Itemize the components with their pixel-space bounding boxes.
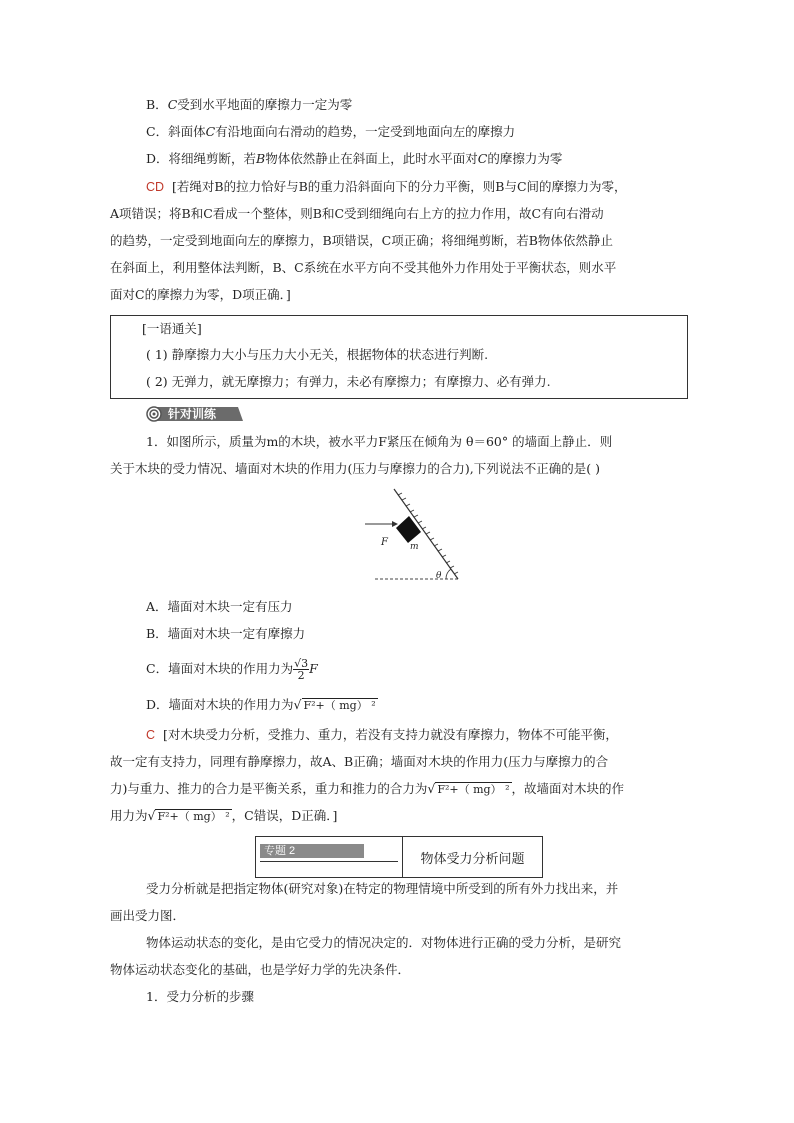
force-label: F (381, 537, 388, 548)
q1-option-d: D．墙面对木块的作用力为√ F²+（ mg） ² (146, 696, 378, 715)
option-c-prev: C．斜面体C有沿地面向右滑动的趋势，一定受到地面向左的摩擦力 (146, 124, 516, 139)
fraction: $\frac{√3}{2}$ (294, 657, 309, 682)
body-p2-line-2: 物体运动状态变化的基础，也是学好力学的先决条件． (110, 962, 411, 977)
answer-key: C (146, 728, 156, 742)
answer-1-line-4: 在斜面上，利用整体法判断，B、C系统在水平方向不受其他外力作用处于平衡状态，则水平 (110, 260, 617, 275)
section-badge (146, 406, 244, 422)
answer-1-line-3: 的趋势，一定受到地面向左的摩擦力，B项错误，C项正确；将细绳剪断，若B物体依然静止 (110, 233, 613, 248)
answer-2-line-1: C [对木块受力分析，受推力、重力，若没有支持力就没有摩擦力，物体不可能平衡， (146, 727, 618, 742)
answer-key: CD (146, 180, 165, 194)
q1-option-c: C．墙面对木块的作用力为 $\frac{√3}{2}$ F (146, 657, 318, 682)
question-1-line-2: 关于木块的受力情况、墙面对木块的作用力(压力与摩擦力的合力),下列说法不正确的是( ) (110, 461, 600, 476)
sqrt-expression: √ F²+（ mg） ² (293, 697, 376, 712)
question-1-line-1: 1．如图所示，质量为m的木块，被水平力F紧压在倾角为 θ＝60° 的墙面上静止．则 (146, 434, 613, 449)
section-badge-label: 针对训练 (168, 407, 217, 421)
body-p2-line-1: 物体运动状态的变化，是由它受力的情况决定的．对物体进行正确的受力分析，是研究 (146, 935, 622, 950)
summary-item-2: ( 2) 无弹力，就无摩擦力；有弹力，未必有摩擦力；有摩擦力、必有弹力. (146, 374, 551, 389)
option-d-prev: D．将细绳剪断，若B物体依然静止在斜面上，此时水平面对C的摩擦力为零 (146, 151, 563, 166)
answer-2-line-4: 用力为√ F²+（ mg） ² ，C错误，D正确．] (110, 808, 338, 823)
incline-figure (360, 484, 470, 584)
body-p3: 1．受力分析的步骤 (146, 989, 254, 1004)
body-p1-line-1: 受力分析就是把指定物体(研究对象)在特定的物理情境中所受到的所有外力找出来，并 (146, 881, 619, 896)
answer-1-line-5: 面对C的摩擦力为零，D项正确．] (110, 287, 291, 302)
summary-title: [一语通关] (142, 321, 202, 336)
angle-label: θ (436, 571, 442, 581)
topic-tag: 专题 2 (260, 844, 364, 858)
topic-title: 物体受力分析问题 (420, 851, 525, 867)
answer-1-line-2: A项错误；将B和C看成一个整体，则B和C受到细绳向右上方的拉力作用，故C有向右滑动 (110, 206, 604, 221)
summary-item-1: ( 1) 静摩擦力大小与压力大小无关，根据物体的状态进行判断. (146, 347, 489, 362)
answer-2-line-2: 故一定有支持力，同理有静摩擦力，故A、B正确；墙面对木块的作用力(压力与摩擦力的合 (110, 754, 609, 769)
body-p1-line-2: 画出受力图． (110, 908, 186, 923)
q1-option-b: B．墙面对木块一定有摩擦力 (146, 626, 306, 641)
q1-option-a: A．墙面对木块一定有压力 (146, 599, 293, 614)
mass-label: m (410, 542, 419, 552)
answer-1-line-1: CD [若绳对B的拉力恰好与B的重力沿斜面向下的分力平衡，则B与C间的摩擦力为零， (146, 179, 627, 194)
option-b-prev: B．C受到水平地面的摩擦力一定为零 (146, 97, 353, 112)
topic-heading-box (255, 836, 543, 878)
answer-2-line-3: 力)与重力、推力的合力是平衡关系，重力和推力的合力为√ F²+（ mg） ² ，故墙面对木块的作 (110, 781, 625, 796)
